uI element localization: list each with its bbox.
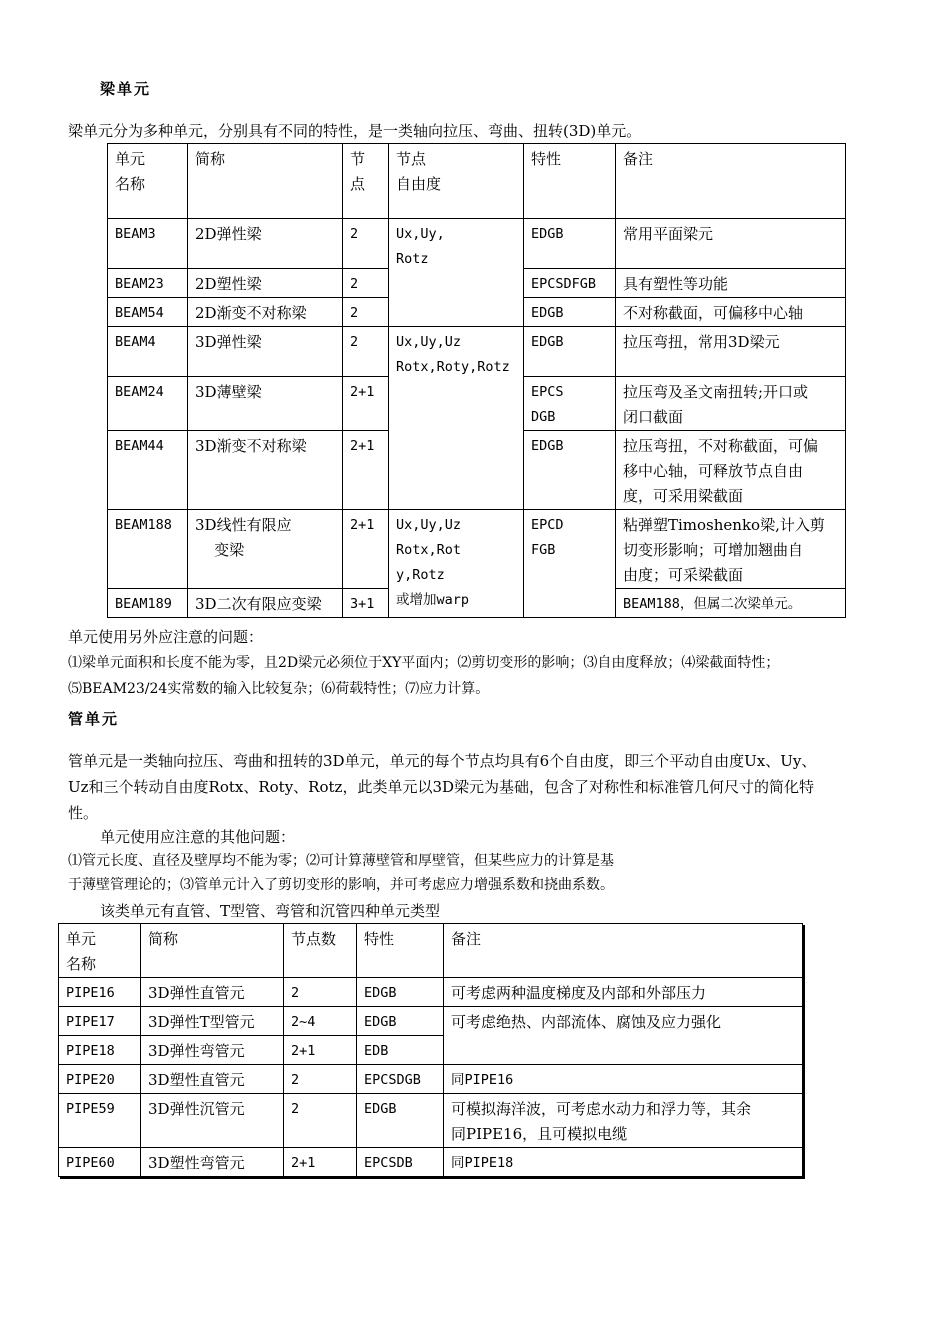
cell-name: BEAM189 [108, 589, 188, 618]
cell-dof: Ux,Uy,Uz Rotx,Roty,Rotz [389, 327, 524, 510]
header-cell: 简称 [188, 144, 343, 219]
cell-short: 3D塑性直管元 [141, 1065, 284, 1094]
cell-short: 3D弹性梁 [188, 327, 343, 377]
cell-nodes: 2 [343, 327, 389, 377]
cell-short: 3D弹性T型管元 [141, 1007, 284, 1036]
header-cell: 节 点 [343, 144, 389, 219]
cell-short: 3D塑性弯管元 [141, 1148, 284, 1177]
beam-notes-title: 单元使用另外应注意的问题： [68, 628, 264, 646]
cell-name: BEAM24 [108, 377, 188, 431]
table-row [59, 978, 803, 1007]
cell-short: 3D渐变不对称梁 [188, 431, 343, 510]
table-row [59, 1148, 803, 1177]
cell-name: PIPE16 [59, 978, 141, 1007]
cell-short: 3D弹性弯管元 [141, 1036, 284, 1065]
cell-nodes: 2+1 [284, 1148, 357, 1177]
beam-heading: 梁单元 [100, 80, 152, 98]
cell-note: 可考虑绝热、内部流体、腐蚀及应力强化 [444, 1007, 803, 1065]
cell-short: 2D渐变不对称梁 [188, 298, 343, 327]
header-cell: 特性 [357, 924, 444, 978]
cell-nodes: 2~4 [284, 1007, 357, 1036]
table-row [108, 219, 846, 269]
cell-name: BEAM188 [108, 510, 188, 589]
pipe-intro-3: 性。 [68, 804, 99, 822]
cell-short: 3D二次有限应变梁 [188, 589, 343, 618]
beam-notes-1: ⑴梁单元面积和长度不能为零，且2D梁元必须位于XY平面内；⑵剪切变形的影响；⑶自由度释放；⑷梁截面特性； [68, 655, 780, 671]
pipe-notes-title: 单元使用应注意的其他问题： [100, 828, 296, 846]
header-cell: 备注 [616, 144, 846, 219]
table-row [59, 1065, 803, 1094]
cell-note: 可考虑两种温度梯度及内部和外部压力 [444, 978, 803, 1007]
pipe-heading: 管单元 [68, 710, 120, 728]
cell-short: 3D线性有限应 变梁 [188, 510, 343, 589]
cell-short: 3D薄壁梁 [188, 377, 343, 431]
cell-note: 具有塑性等功能 [616, 269, 846, 298]
cell-feat: EDGB [524, 298, 616, 327]
cell-feat: EPCSDFGB [524, 269, 616, 298]
cell-name: PIPE20 [59, 1065, 141, 1094]
beam-table [107, 143, 846, 618]
header-cell: 备注 [444, 924, 803, 978]
cell-nodes: 2 [284, 978, 357, 1007]
cell-name: BEAM44 [108, 431, 188, 510]
table-row [108, 327, 846, 377]
cell-note: 拉压弯扭，不对称截面，可偏 移中心轴，可释放节点自由 度，可采用梁截面 [616, 431, 846, 510]
cell-name: BEAM23 [108, 269, 188, 298]
cell-dof: Ux,Uy,Uz Rotx,Rot y,Rotz 或增加warp [389, 510, 524, 618]
cell-name: BEAM54 [108, 298, 188, 327]
cell-nodes: 2 [343, 269, 389, 298]
cell-nodes: 2 [284, 1065, 357, 1094]
table-row [59, 1094, 803, 1148]
pipe-intro-2: Uz和三个转动自由度Rotx、Roty、Rotz，此类单元以3D梁元为基础，包含了对称性和标准管几何尺寸的简化特 [68, 778, 815, 796]
cell-dof: Ux,Uy, Rotz [389, 219, 524, 327]
cell-feat: EPCSDGB [357, 1065, 444, 1094]
table-row [59, 1007, 803, 1036]
header-cell: 节点 自由度 [389, 144, 524, 219]
cell-nodes: 2+1 [343, 510, 389, 589]
cell-note: 拉压弯及圣文南扭转;开口或 闭口截面 [616, 377, 846, 431]
cell-nodes: 2 [284, 1094, 357, 1148]
cell-nodes: 2+1 [343, 431, 389, 510]
cell-feat: EDGB [357, 1094, 444, 1148]
cell-short: 2D弹性梁 [188, 219, 343, 269]
cell-feat: EDGB [357, 1007, 444, 1036]
pipe-intro-1: 管单元是一类轴向拉压、弯曲和扭转的3D单元，单元的每个节点均具有6个自由度，即三个平动自由度Ux、Uy、 [68, 752, 817, 770]
beam-intro: 梁单元分为多种单元，分别具有不同的特性，是一类轴向拉压、弯曲、扭转(3D)单元。 [68, 122, 642, 140]
cell-feat: EDB [357, 1036, 444, 1065]
cell-note: BEAM188，但属二次梁单元。 [616, 589, 846, 618]
header-cell: 单元 名称 [59, 924, 141, 978]
cell-note: 常用平面梁元 [616, 219, 846, 269]
cell-feat: EPCSDB [357, 1148, 444, 1177]
cell-note: 粘弹塑Timoshenko梁,计入剪 切变形影响；可增加翘曲自 由度；可采梁截面 [616, 510, 846, 589]
pipe-table-header [59, 924, 803, 978]
cell-short: 3D弹性直管元 [141, 978, 284, 1007]
pipe-notes-1: ⑴管元长度、直径及壁厚均不能为零；⑵可计算薄壁管和厚壁管，但某些应力的计算是基 [68, 853, 614, 869]
cell-feat: EPCD FGB [524, 510, 616, 618]
cell-feat: EDGB [357, 978, 444, 1007]
header-cell: 简称 [141, 924, 284, 978]
cell-feat: EDGB [524, 219, 616, 269]
pipe-notes-2: 于薄壁管理论的；⑶管单元计入了剪切变形的影响，并可考虑应力增强系数和挠曲系数。 [68, 877, 614, 893]
header-cell: 特性 [524, 144, 616, 219]
table-row [108, 510, 846, 589]
cell-name: BEAM3 [108, 219, 188, 269]
cell-name: PIPE17 [59, 1007, 141, 1036]
pipe-types: 该类单元有直管、T型管、弯管和沉管四种单元类型 [100, 902, 441, 920]
cell-nodes: 2+1 [343, 377, 389, 431]
cell-note: 同PIPE16 [444, 1065, 803, 1094]
cell-nodes: 2+1 [284, 1036, 357, 1065]
beam-table-header [108, 144, 846, 219]
pipe-table [58, 923, 803, 1177]
cell-short: 2D塑性梁 [188, 269, 343, 298]
cell-note: 可模拟海洋波，可考虑水动力和浮力等，其余 同PIPE16，且可模拟电缆 [444, 1094, 803, 1148]
cell-note: 拉压弯扭，常用3D梁元 [616, 327, 846, 377]
cell-feat: EDGB [524, 431, 616, 510]
cell-name: PIPE60 [59, 1148, 141, 1177]
header-cell: 单元 名称 [108, 144, 188, 219]
cell-short: 3D弹性沉管元 [141, 1094, 284, 1148]
cell-feat: EDGB [524, 327, 616, 377]
cell-note: 同PIPE18 [444, 1148, 803, 1177]
cell-nodes: 3+1 [343, 589, 389, 618]
cell-name: PIPE59 [59, 1094, 141, 1148]
cell-name: PIPE18 [59, 1036, 141, 1065]
cell-nodes: 2 [343, 298, 389, 327]
cell-feat: EPCS DGB [524, 377, 616, 431]
beam-notes-2: ⑸BEAM23/24实常数的输入比较复杂；⑹荷载特性；⑺应力计算。 [68, 681, 490, 697]
cell-note: 不对称截面，可偏移中心轴 [616, 298, 846, 327]
cell-name: BEAM4 [108, 327, 188, 377]
cell-nodes: 2 [343, 219, 389, 269]
header-cell: 节点数 [284, 924, 357, 978]
